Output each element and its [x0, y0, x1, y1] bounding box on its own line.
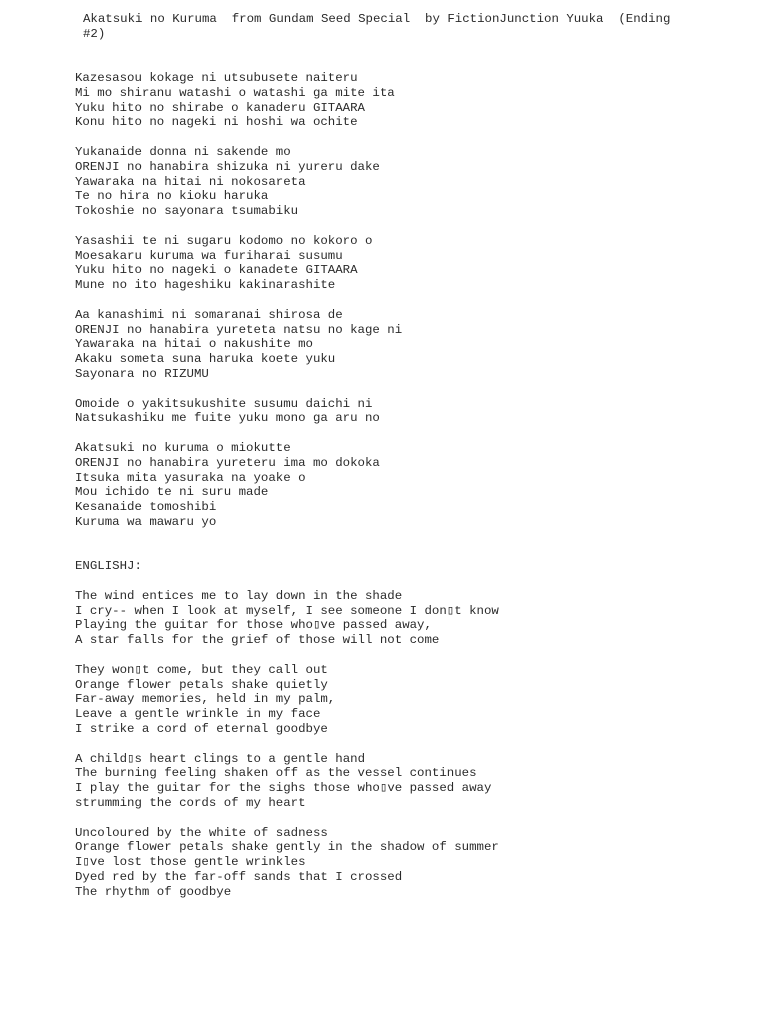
lyric-line: Tokoshie no sayonara tsumabiku [75, 204, 299, 219]
romaji-lyrics [75, 71, 715, 530]
lyric-line: I play the guitar for the sighs those who▯ve passed away [75, 781, 492, 796]
lyric-line: Aa kanashimi ni somaranai shirosa de [75, 307, 343, 322]
lyric-line: Far-away memories, held in my palm, [75, 692, 336, 707]
stanza [75, 145, 715, 219]
lyric-line: I cry-- when I look at myself, I see someone I don▯t know [75, 603, 499, 618]
stanza [75, 441, 715, 530]
lyric-line: Kesanaide tomoshibi [75, 500, 217, 515]
lyric-line: Yasashii te ni sugaru kodomo no kokoro o [75, 233, 373, 248]
lyric-line: Leave a gentle wrinkle in my face [75, 707, 321, 722]
lyric-line: ORENJI no hanabira yureteta natsu no kage ni [75, 322, 403, 337]
lyric-line: Akatsuki no kuruma o miokutte [75, 440, 291, 455]
lyric-line: A child▯s heart clings to a gentle hand [75, 751, 366, 766]
stanza [75, 752, 715, 811]
lyric-line: The wind entices me to lay down in the shade [75, 588, 403, 603]
lyric-line: Orange flower petals shake gently in the shadow of summer [75, 840, 499, 855]
lyric-line: Sayonara no RIZUMU [75, 366, 209, 381]
stanza [75, 71, 715, 130]
lyric-line: Itsuka mita yasuraka na yoake o [75, 470, 306, 485]
lyric-line: Mune no ito hageshiku kakinarashite [75, 278, 336, 293]
lyric-line: Konu hito no nageki ni hoshi wa ochite [75, 115, 358, 130]
lyric-line: Dyed red by the far-off sands that I crossed [75, 870, 403, 885]
lyric-line: Te no hira no kioku haruka [75, 189, 269, 204]
lyric-line: Mi mo shiranu watashi o watashi ga mite ita [75, 85, 395, 100]
lyric-line: Orange flower petals shake quietly [75, 677, 328, 692]
lyrics-body [75, 71, 715, 900]
stanza [75, 308, 715, 382]
stanza [75, 826, 715, 900]
lyric-line: ORENJI no hanabira shizuka ni yureru dake [75, 159, 380, 174]
lyric-line: Mou ichido te ni suru made [75, 485, 269, 500]
lyric-line: Omoide o yakitsukushite susumu daichi ni [75, 396, 373, 411]
lyric-line: Kuruma wa mawaru yo [75, 514, 217, 529]
song-title: Akatsuki no Kuruma from Gundam Seed Special by FictionJunction Yuuka (Ending #2) [83, 12, 678, 41]
lyric-line: Uncoloured by the white of sadness [75, 825, 328, 840]
lyric-line: Moesakaru kuruma wa furiharai susumu [75, 248, 343, 263]
stanza [75, 663, 715, 737]
lyric-line: I strike a cord of eternal goodbye [75, 722, 328, 737]
lyric-line: Yawaraka na hitai ni nokosareta [75, 174, 306, 189]
lyric-line: A star falls for the grief of those will not come [75, 633, 440, 648]
lyric-line: Akaku someta suna haruka koete yuku [75, 352, 336, 367]
lyric-line: Yuku hito no nageki o kanadete GITAARA [75, 263, 358, 278]
lyric-line: Playing the guitar for those who▯ve passed away, [75, 618, 432, 633]
lyric-line: Yuku hito no shirabe o kanaderu GITAARA [75, 100, 365, 115]
stanza [75, 397, 715, 427]
english-lyrics [75, 589, 715, 900]
lyric-line: ORENJI no hanabira yureteru ima mo dokoka [75, 455, 380, 470]
lyric-line: Yukanaide donna ni sakende mo [75, 144, 291, 159]
lyric-line: I▯ve lost those gentle wrinkles [75, 855, 306, 870]
lyric-line: The rhythm of goodbye [75, 884, 232, 899]
lyric-line: Kazesasou kokage ni utsubusete naiteru [75, 71, 358, 85]
lyric-line: Yawaraka na hitai o nakushite mo [75, 337, 313, 352]
stanza [75, 589, 715, 648]
lyric-line: Natsukashiku me fuite yuku mono ga aru no [75, 411, 380, 426]
lyric-line: The burning feeling shaken off as the vessel continues [75, 766, 477, 781]
lyric-line: They won▯t come, but they call out [75, 662, 328, 677]
lyric-line: strumming the cords of my heart [75, 796, 306, 811]
english-heading: ENGLISHJ: [75, 559, 142, 574]
stanza [75, 234, 715, 293]
